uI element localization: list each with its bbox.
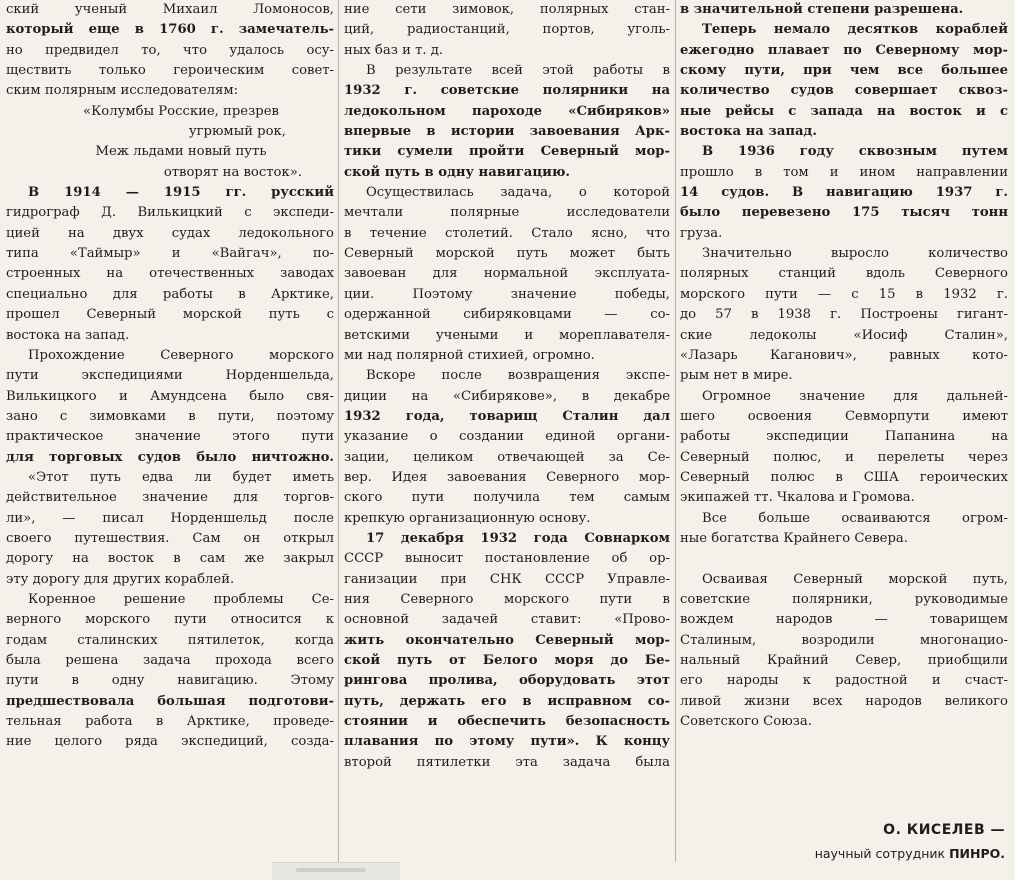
text-line: ливой жизни всех народов великого — [680, 693, 1008, 709]
text-line: ные богатства Крайнего Севера. — [680, 530, 908, 546]
text-line: 1932 года, товарищ Сталин дал — [344, 408, 670, 424]
text-line: Вилькицкого и Амундсена было свя- — [6, 388, 334, 404]
text-line: СССР выносит постановление об ор- — [344, 551, 670, 567]
text-line: «Лазарь Каганович», равных кото- — [680, 347, 1008, 363]
text-line: В 1914 — 1915 гг. русский — [28, 185, 334, 201]
text-line: пути экспедициями Норденшельда, — [6, 368, 334, 384]
text-line: 1932 г. советские полярники на — [344, 83, 670, 99]
text-line: ские ледоколы «Иосиф Сталин», — [680, 327, 1008, 343]
text-line: предшествовала большая подготови- — [6, 693, 334, 709]
text-line: шего освоения Севморпути имеют — [680, 408, 1008, 424]
text-line: до 57 в 1938 г. Построены гигант- — [680, 307, 1008, 323]
text-line: работы экспедиции Папанина на — [680, 429, 1008, 445]
text-line: прошел Северный морской путь с — [6, 307, 334, 323]
text-line: специально для работы в Арктике, — [6, 286, 334, 302]
text-line: востока на запад. — [680, 124, 817, 140]
text-line: ской путь от Белого моря до Бе- — [344, 653, 670, 668]
text-line: ли», — писал Норденшельд после — [6, 510, 334, 526]
text-line: прошло в том и ином направлении — [680, 164, 1008, 180]
text-line: в значительной степени разрешена. — [680, 2, 964, 17]
text-line: гидрограф Д. Вилькицкий с экспеди- — [6, 205, 334, 221]
text-line: ского пути получила тем самым — [344, 490, 670, 506]
text-line: Коренное решение проблемы Се- — [28, 591, 334, 607]
text-line: для торговых судов было ничтожно. — [6, 449, 334, 465]
text-line: отворят на восток». — [163, 164, 302, 180]
text-line: ции. Поэтому значение победы, — [344, 286, 670, 302]
text-line: Теперь немало десятков кораблей — [702, 22, 1008, 38]
text-line: второй пятилетки эта задача была — [344, 754, 670, 770]
text-line: Меж льдами новый путь — [95, 144, 267, 160]
text-line: ежегодно плавает по Северному мор- — [680, 42, 1008, 58]
text-line: вер. Идея завоевания Северного мор- — [344, 469, 670, 485]
text-line: мечтали полярные исследователи — [344, 205, 670, 221]
text-line: завоеван для нормальной эксплуата- — [344, 266, 670, 282]
text-line: Все больше осваиваются огром- — [702, 510, 1008, 526]
text-line: экипажей тт. Чкалова и Громова. — [680, 490, 915, 506]
text-line: практическое значение этого пути — [6, 429, 334, 445]
text-line: рым нет в мире. — [680, 368, 793, 384]
text-line: ской путь в одну навигацию. — [344, 164, 570, 180]
text-line: ние сети зимовок, полярных стан- — [344, 2, 670, 17]
text-line: морского пути — с 15 в 1932 г. — [680, 286, 1008, 302]
text-line: груза. — [680, 225, 723, 241]
column-divider — [338, 0, 339, 862]
text-line: зано с зимовками в пути, поэтому — [6, 408, 334, 424]
text-line: Северный полюс в США героических — [680, 469, 1008, 485]
column-divider — [675, 0, 676, 862]
text-line: его народы к радостной и счаст- — [680, 673, 1008, 689]
text-line: скому пути, при чем все большее — [680, 63, 1008, 79]
text-line: ные рейсы с запада на восток и с — [680, 103, 1008, 119]
text-line: ский ученый Михаил Ломоносов, — [6, 2, 334, 17]
text-line: дорогу на восток в сам же закрыл — [6, 551, 334, 567]
text-line: цией на двух судах ледокольного — [6, 225, 334, 241]
text-line: стоянии и обеспечить безопасность — [344, 714, 670, 730]
text-line: Советского Союза. — [680, 714, 812, 730]
text-line: ветскими учеными и мореплавателя- — [344, 327, 670, 343]
text-line: Значительно выросло количество — [702, 246, 1008, 262]
text-line — [680, 549, 1008, 569]
text-line: была решена задача прохода всего — [6, 653, 334, 668]
text-line: в течение столетий. Стало ясно, что — [344, 225, 670, 241]
text-line: который еще в 1760 г. замечатель- — [6, 22, 334, 38]
text-line: основной задачей ставит: «Прово- — [344, 612, 670, 628]
text-line: советские полярники, руководимые — [680, 591, 1008, 607]
text-line: В результате всей этой работы в — [366, 63, 670, 79]
text-line: ществить только героическим совет- — [6, 63, 334, 79]
text-line: ций, радиостанций, портов, уголь- — [344, 22, 670, 38]
text-line: «Колумбы Росские, презрев — [83, 103, 279, 119]
text-line: указание о создании единой органи- — [344, 429, 670, 445]
text-line: ния Северного морского пути в — [344, 591, 670, 607]
article-column-1 — [6, 0, 334, 753]
text-line: полярных станций вдоль Северного — [680, 266, 1008, 282]
text-line: ных баз и т. д. — [344, 42, 444, 58]
text-line: ским полярным исследователям: — [6, 83, 239, 99]
text-line: Вскоре после возвращения экспе- — [366, 368, 670, 384]
text-line: плавания по этому пути». К концу — [344, 734, 670, 750]
text-line: нальный Крайний Север, приобщили — [680, 653, 1008, 668]
text-line: Осваивая Северный морской путь, — [702, 571, 1008, 587]
text-line: Осуществилась задача, о которой — [366, 185, 670, 201]
author-role: научный сотрудник — [814, 846, 946, 861]
text-line: ние целого ряда экспедиций, созда- — [6, 734, 334, 750]
scrollbar-thumb[interactable] — [296, 868, 366, 872]
text-line: впервые в истории завоевания Арк- — [344, 124, 670, 140]
text-line: зации, целиком отвечающей за Се- — [344, 449, 670, 465]
text-line: Прохождение Северного морского — [28, 347, 334, 363]
text-line: «Этот путь едва ли будет иметь — [28, 469, 334, 485]
text-line: Северный полюс, и перелеты через — [680, 449, 1008, 465]
text-line: верного морского пути относится к — [6, 612, 334, 628]
text-line: ми над полярной стихией, огромно. — [344, 347, 595, 363]
text-line: тельная работа в Арктике, проведе- — [6, 714, 334, 730]
text-line: строенных на отечественных заводах — [6, 266, 334, 282]
text-line: одержанной сибиряковцами — со- — [344, 307, 670, 323]
text-line: Сталиным, возродили многонацио- — [680, 632, 1008, 648]
author-title — [680, 846, 1005, 861]
text-line: Северный морской путь может быть — [344, 246, 670, 262]
text-line: тики сумели пройти Северный мор- — [344, 144, 670, 160]
text-line: 17 декабря 1932 года Совнарком — [366, 530, 670, 546]
text-line: путь, держать его в исправном со- — [344, 693, 670, 709]
text-line: жить окончательно Северный мор- — [344, 632, 670, 648]
horizontal-scrollbar[interactable] — [272, 862, 400, 880]
text-line: количество судов совершает сквоз- — [680, 83, 1008, 99]
text-line: диции на «Сибирякове», в декабре — [344, 388, 670, 404]
text-line: угрюмый рок, — [188, 124, 286, 140]
text-line: действительное значение для торгов- — [6, 490, 334, 506]
text-line: эту дорогу для других кораблей. — [6, 571, 235, 587]
text-line: востока на запад. — [6, 327, 130, 343]
text-line: вождем народов — товарищем — [680, 612, 1008, 628]
text-line: пути в одну навигацию. Этому — [6, 673, 334, 689]
text-line: ледокольном пароходе «Сибиряков» — [344, 103, 670, 119]
text-line: годам сталинских пятилеток, когда — [6, 632, 334, 648]
text-line: рингова пролива, оборудовать этот — [344, 673, 670, 689]
text-line: В 1936 году сквозным путем — [702, 144, 1008, 160]
text-line: было перевезено 175 тысяч тонн — [680, 205, 1008, 221]
text-line: 14 судов. В навигацию 1937 г. — [680, 185, 1008, 201]
article-column-2 — [344, 0, 670, 773]
article-column-3 — [680, 0, 1008, 732]
text-line: Огромное значение для дальней- — [702, 388, 1008, 404]
text-line: типа «Таймыр» и «Вайгач», по- — [6, 246, 334, 262]
text-line: своего путешествия. Сам он открыл — [6, 530, 334, 546]
author-organization: ПИНРО. — [949, 846, 1005, 861]
text-line: ганизации при СНК СССР Управле- — [344, 571, 670, 587]
text-line: крепкую организационную основу. — [344, 510, 591, 526]
author-signature: О. КИСЕЛЕВ — — [883, 822, 1005, 838]
text-line: но предвидел то, что удалось осу- — [6, 42, 334, 58]
